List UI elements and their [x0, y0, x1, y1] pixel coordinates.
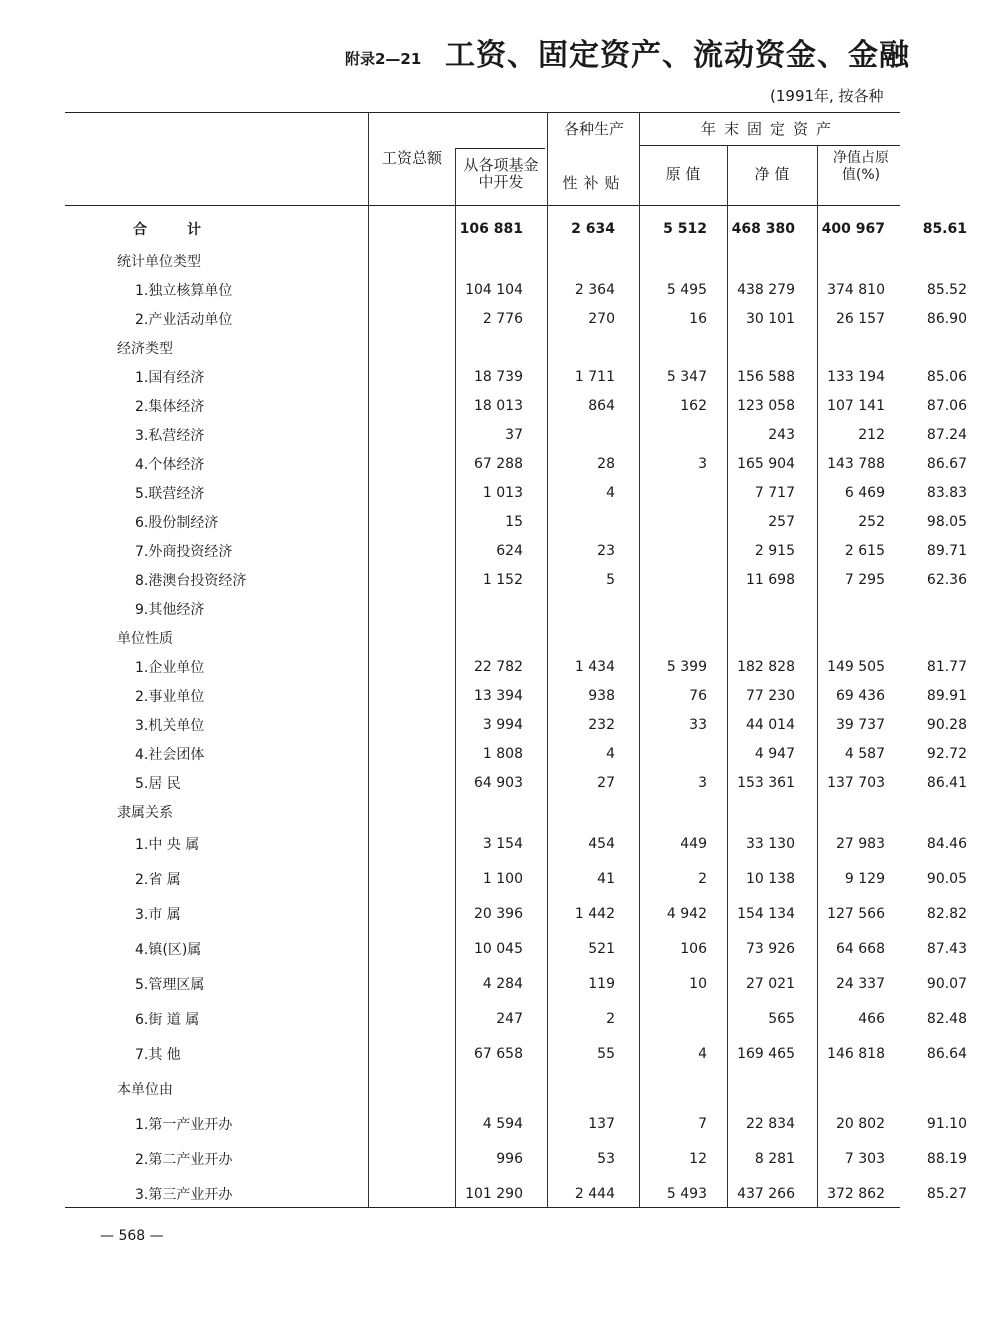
- cell-wages: 1 808: [482, 745, 523, 762]
- cell-net: 20 802: [836, 1115, 885, 1132]
- cell-wages: 996: [496, 1150, 523, 1167]
- cell-original: 77 230: [746, 687, 795, 704]
- cell-ratio: 89.71: [926, 542, 967, 559]
- appendix-number: 附录2—21: [345, 50, 422, 68]
- table-row: [65, 1106, 967, 1141]
- table-row: [65, 333, 967, 362]
- cell-original: 182 828: [737, 658, 795, 675]
- cell-subsidy: 162: [680, 397, 707, 414]
- table-row: [65, 966, 967, 1001]
- cell-subsidy: [615, 333, 707, 362]
- title-row: [345, 30, 1000, 80]
- cell-funds: 27: [597, 774, 615, 791]
- cell-ratio: 87.43: [926, 940, 967, 957]
- header-subsidy-bottom: 性补贴: [562, 174, 626, 192]
- cell-ratio: 90.07: [926, 975, 967, 992]
- cell-funds: [523, 797, 615, 826]
- cell-subsidy: 2: [698, 870, 707, 887]
- cell-ratio: 87.24: [926, 426, 967, 443]
- row-label: 5.管理区属: [135, 976, 205, 993]
- cell-net: 133 194: [827, 368, 885, 385]
- cell-subsidy: 5 347: [666, 368, 707, 385]
- cell-funds: 270: [588, 310, 615, 327]
- header-from-funds: 从各项基金中开发: [463, 156, 539, 191]
- cell-funds: [523, 594, 615, 623]
- cell-subsidy: 3: [698, 455, 707, 472]
- row-label: 经济类型: [117, 340, 173, 357]
- row-label: 隶属关系: [117, 804, 173, 821]
- cell-net: 69 436: [836, 687, 885, 704]
- cell-net: 374 810: [827, 281, 885, 298]
- cell-wages: 64 903: [474, 774, 523, 791]
- table-row: [65, 536, 967, 565]
- cell-subsidy: 33: [689, 716, 707, 733]
- cell-subsidy: 5 495: [666, 281, 707, 298]
- cell-wages: 37: [505, 426, 523, 443]
- cell-funds: 5: [606, 571, 615, 588]
- cell-original: 123 058: [737, 397, 795, 414]
- cell-net: 149 505: [827, 658, 885, 675]
- table-row: [65, 710, 967, 739]
- row-label: 4.个体经济: [135, 456, 205, 473]
- cell-original: 44 014: [746, 716, 795, 733]
- row-label: 2.集体经济: [135, 398, 205, 415]
- cell-net: 372 862: [827, 1185, 885, 1202]
- cell-funds: 2 364: [574, 281, 615, 298]
- cell-subsidy: 12: [689, 1150, 707, 1167]
- cell-ratio: [885, 1071, 967, 1106]
- header-wages-total: 工资总额: [381, 149, 442, 167]
- cell-original: 11 698: [746, 571, 795, 588]
- cell-wages: 1 013: [482, 484, 523, 501]
- cell-subsidy: [615, 594, 707, 623]
- cell-funds: 23: [597, 542, 615, 559]
- cell-subsidy: [615, 420, 707, 449]
- cell-ratio: [885, 594, 967, 623]
- cell-net: [795, 623, 885, 652]
- header-original-value: 原 值: [665, 165, 701, 183]
- cell-subsidy: 3: [698, 774, 707, 791]
- cell-wages: 104 104: [465, 281, 523, 298]
- cell-wages: 67 658: [474, 1045, 523, 1062]
- cell-funds: 2 444: [574, 1185, 615, 1202]
- cell-subsidy: [615, 797, 707, 826]
- cell-original: 7 717: [754, 484, 795, 501]
- header-ratio: 净值占原值(%): [833, 150, 889, 183]
- cell-ratio: [885, 246, 967, 275]
- cell-funds: 53: [597, 1150, 615, 1167]
- cell-net: [795, 797, 885, 826]
- cell-funds: [523, 420, 615, 449]
- cell-wages: 67 288: [474, 455, 523, 472]
- table-row: [65, 826, 967, 861]
- cell-funds: 41: [597, 870, 615, 887]
- header-subsidy-top: 各种生产: [563, 120, 624, 138]
- page-number: — 568 —: [100, 1228, 164, 1244]
- cell-subsidy: [615, 1001, 707, 1036]
- cell-original: 156 588: [737, 368, 795, 385]
- cell-subsidy: [615, 565, 707, 594]
- cell-ratio: 85.52: [926, 281, 967, 298]
- table-row: [65, 1071, 967, 1106]
- cell-original: 438 279: [737, 281, 795, 298]
- cell-wages: 10 045: [474, 940, 523, 957]
- cell-ratio: 86.41: [926, 774, 967, 791]
- table-row: [65, 507, 967, 536]
- cell-wages: 247: [496, 1010, 523, 1027]
- row-label: 9.其他经济: [135, 601, 205, 618]
- row-label: 合计: [133, 222, 241, 238]
- header-fixed-assets: 年末固定资产: [700, 120, 839, 138]
- cell-wages: 18 013: [474, 397, 523, 414]
- cell-ratio: 88.19: [926, 1150, 967, 1167]
- cell-original: 8 281: [754, 1150, 795, 1167]
- cell-net: 143 788: [827, 455, 885, 472]
- table-row: [65, 861, 967, 896]
- table-row: [65, 304, 967, 333]
- cell-wages: 22 782: [474, 658, 523, 675]
- header-net-value: 净 值: [754, 165, 790, 183]
- table-row: [65, 681, 967, 710]
- cell-funds: [523, 246, 615, 275]
- row-label: 6.股份制经济: [135, 514, 219, 531]
- cell-subsidy: 76: [689, 687, 707, 704]
- row-label: 8.港澳台投资经济: [135, 572, 247, 589]
- cell-wages: 13 394: [474, 687, 523, 704]
- cell-subsidy: [615, 246, 707, 275]
- table-top-rule: [65, 112, 900, 113]
- table-row: [65, 768, 967, 797]
- cell-wages: 20 396: [474, 905, 523, 922]
- cell-funds: 1 442: [574, 905, 615, 922]
- cell-ratio: 85.06: [926, 368, 967, 385]
- row-label: 6.街 道 属: [135, 1011, 200, 1028]
- cell-subsidy: 5 512: [663, 221, 707, 237]
- cell-subsidy: 106: [680, 940, 707, 957]
- cell-ratio: 82.82: [926, 905, 967, 922]
- table-row: [65, 1141, 967, 1176]
- cell-wages: [438, 1071, 523, 1106]
- cell-wages: 15: [505, 513, 523, 530]
- cell-subsidy: [615, 478, 707, 507]
- row-label: 7.其 他: [135, 1046, 181, 1063]
- cell-net: [795, 1071, 885, 1106]
- cell-wages: [438, 594, 523, 623]
- cell-original: 153 361: [737, 774, 795, 791]
- table-row: [65, 931, 967, 966]
- cell-subsidy: 449: [680, 835, 707, 852]
- cell-ratio: 85.27: [926, 1185, 967, 1202]
- cell-wages: 101 290: [465, 1185, 523, 1202]
- cell-ratio: 91.10: [926, 1115, 967, 1132]
- cell-original: [707, 594, 795, 623]
- cell-subsidy: [615, 739, 707, 768]
- page-subtitle: (1991年, 按各种: [770, 87, 884, 105]
- cell-original: [707, 623, 795, 652]
- cell-net: 466: [858, 1010, 885, 1027]
- row-label: 4.社会团体: [135, 746, 205, 763]
- row-label: 2.第二产业开办: [135, 1151, 233, 1168]
- cell-original: 257: [768, 513, 795, 530]
- cell-original: [707, 333, 795, 362]
- row-label: 4.镇(区)属: [135, 941, 202, 958]
- cell-wages: 4 284: [482, 975, 523, 992]
- cell-funds: 1 711: [574, 368, 615, 385]
- table-row: [65, 212, 967, 246]
- row-label: 1.独立核算单位: [135, 282, 233, 299]
- cell-wages: [438, 333, 523, 362]
- cell-original: [707, 1071, 795, 1106]
- row-label: 1.国有经济: [135, 369, 205, 386]
- row-label: 2.产业活动单位: [135, 311, 233, 328]
- cell-wages: 106 881: [459, 221, 523, 237]
- cell-wages: 3 154: [482, 835, 523, 852]
- cell-original: 33 130: [746, 835, 795, 852]
- cell-net: 24 337: [836, 975, 885, 992]
- cell-original: 2 915: [754, 542, 795, 559]
- cell-subsidy: 4 942: [666, 905, 707, 922]
- cell-ratio: 82.48: [926, 1010, 967, 1027]
- cell-wages: 18 739: [474, 368, 523, 385]
- cell-wages: [438, 246, 523, 275]
- cell-ratio: 83.83: [926, 484, 967, 501]
- data-table: [65, 212, 967, 1211]
- row-label: 3.市 属: [135, 906, 181, 923]
- table-row: [65, 1001, 967, 1036]
- wages-subgroup-rule: [455, 148, 545, 149]
- cell-subsidy: 5 399: [666, 658, 707, 675]
- table-row: [65, 420, 967, 449]
- cell-original: 4 947: [754, 745, 795, 762]
- cell-net: 252: [858, 513, 885, 530]
- cell-net: 212: [858, 426, 885, 443]
- cell-net: 27 983: [836, 835, 885, 852]
- cell-original: 169 465: [737, 1045, 795, 1062]
- row-label: 1.企业单位: [135, 659, 205, 676]
- cell-net: 7 303: [844, 1150, 885, 1167]
- cell-original: 27 021: [746, 975, 795, 992]
- fixed-assets-group-rule: [640, 145, 900, 146]
- cell-funds: 119: [588, 975, 615, 992]
- cell-ratio: 89.91: [926, 687, 967, 704]
- row-label: 5.居 民: [135, 775, 181, 792]
- cell-ratio: 86.90: [926, 310, 967, 327]
- cell-funds: 2 634: [571, 221, 615, 237]
- row-label: 3.机关单位: [135, 717, 205, 734]
- cell-original: 565: [768, 1010, 795, 1027]
- cell-funds: 521: [588, 940, 615, 957]
- cell-net: [795, 594, 885, 623]
- cell-ratio: 62.36: [926, 571, 967, 588]
- cell-original: [707, 246, 795, 275]
- cell-ratio: [885, 623, 967, 652]
- cell-ratio: 90.28: [926, 716, 967, 733]
- cell-ratio: [885, 333, 967, 362]
- cell-ratio: 85.61: [922, 221, 967, 237]
- cell-wages: 4 594: [482, 1115, 523, 1132]
- cell-net: 6 469: [844, 484, 885, 501]
- row-label: 2.事业单位: [135, 688, 205, 705]
- cell-funds: 4: [606, 484, 615, 501]
- cell-net: 39 737: [836, 716, 885, 733]
- cell-funds: [523, 507, 615, 536]
- table-row: [65, 797, 967, 826]
- table-row: [65, 275, 967, 304]
- cell-funds: [523, 1071, 615, 1106]
- cell-funds: 1 434: [574, 658, 615, 675]
- cell-funds: [523, 623, 615, 652]
- row-label: 单位性质: [117, 630, 173, 647]
- page-title: 工资、固定资产、流动资金、金融: [445, 38, 910, 73]
- cell-ratio: 86.64: [926, 1045, 967, 1062]
- cell-original: 437 266: [737, 1185, 795, 1202]
- cell-original: 73 926: [746, 940, 795, 957]
- cell-funds: [523, 333, 615, 362]
- table-row: [65, 1176, 967, 1211]
- cell-net: 400 967: [821, 221, 885, 237]
- row-label: 本单位由: [117, 1081, 173, 1098]
- cell-net: 4 587: [844, 745, 885, 762]
- cell-original: 10 138: [746, 870, 795, 887]
- row-label: 2.省 属: [135, 871, 181, 888]
- cell-original: 468 380: [731, 221, 795, 237]
- cell-funds: 28: [597, 455, 615, 472]
- cell-subsidy: 7: [698, 1115, 707, 1132]
- cell-net: 146 818: [827, 1045, 885, 1062]
- cell-funds: 137: [588, 1115, 615, 1132]
- cell-net: 2 615: [844, 542, 885, 559]
- cell-original: 154 134: [737, 905, 795, 922]
- table-row: [65, 1036, 967, 1071]
- cell-subsidy: [615, 507, 707, 536]
- table-row: [65, 565, 967, 594]
- cell-original: 22 834: [746, 1115, 795, 1132]
- cell-wages: 1 100: [482, 870, 523, 887]
- cell-funds: 232: [588, 716, 615, 733]
- cell-subsidy: 5 493: [666, 1185, 707, 1202]
- row-label: 3.私营经济: [135, 427, 205, 444]
- cell-ratio: 98.05: [926, 513, 967, 530]
- row-label: 统计单位类型: [117, 253, 201, 270]
- cell-wages: 2 776: [482, 310, 523, 327]
- table-row: [65, 896, 967, 931]
- table-row: [65, 623, 967, 652]
- table-row: [65, 362, 967, 391]
- row-label: 7.外商投资经济: [135, 543, 233, 560]
- cell-wages: [438, 797, 523, 826]
- cell-subsidy: [615, 623, 707, 652]
- cell-original: 30 101: [746, 310, 795, 327]
- table-row: [65, 246, 967, 275]
- cell-original: 165 904: [737, 455, 795, 472]
- cell-net: [795, 333, 885, 362]
- cell-funds: 55: [597, 1045, 615, 1062]
- row-label: 1.中 央 属: [135, 836, 200, 853]
- cell-funds: 864: [588, 397, 615, 414]
- cell-net: 127 566: [827, 905, 885, 922]
- cell-funds: 454: [588, 835, 615, 852]
- row-label: 3.第三产业开办: [135, 1186, 233, 1203]
- cell-ratio: 84.46: [926, 835, 967, 852]
- cell-net: 107 141: [827, 397, 885, 414]
- cell-ratio: 92.72: [926, 745, 967, 762]
- cell-subsidy: [615, 1071, 707, 1106]
- cell-wages: 1 152: [482, 571, 523, 588]
- cell-ratio: [885, 797, 967, 826]
- cell-net: 9 129: [844, 870, 885, 887]
- table-row: [65, 594, 967, 623]
- table-row: [65, 739, 967, 768]
- cell-subsidy: 16: [689, 310, 707, 327]
- table-row: [65, 652, 967, 681]
- cell-subsidy: [615, 536, 707, 565]
- table-row: [65, 391, 967, 420]
- cell-ratio: 90.05: [926, 870, 967, 887]
- cell-funds: 4: [606, 745, 615, 762]
- cell-wages: [438, 623, 523, 652]
- cell-subsidy: 4: [698, 1045, 707, 1062]
- cell-original: 243: [768, 426, 795, 443]
- cell-net: 7 295: [844, 571, 885, 588]
- row-label: 5.联营经济: [135, 485, 205, 502]
- cell-funds: 938: [588, 687, 615, 704]
- cell-subsidy: 10: [689, 975, 707, 992]
- cell-net: 64 668: [836, 940, 885, 957]
- cell-funds: 2: [606, 1010, 615, 1027]
- cell-ratio: 86.67: [926, 455, 967, 472]
- cell-ratio: 81.77: [926, 658, 967, 675]
- header-bottom-rule: [65, 205, 900, 206]
- cell-original: [707, 797, 795, 826]
- cell-net: [795, 246, 885, 275]
- cell-net: 26 157: [836, 310, 885, 327]
- table-row: [65, 449, 967, 478]
- table-row: [65, 478, 967, 507]
- cell-net: 137 703: [827, 774, 885, 791]
- cell-wages: 624: [496, 542, 523, 559]
- cell-ratio: 87.06: [926, 397, 967, 414]
- cell-wages: 3 994: [482, 716, 523, 733]
- row-label: 1.第一产业开办: [135, 1116, 233, 1133]
